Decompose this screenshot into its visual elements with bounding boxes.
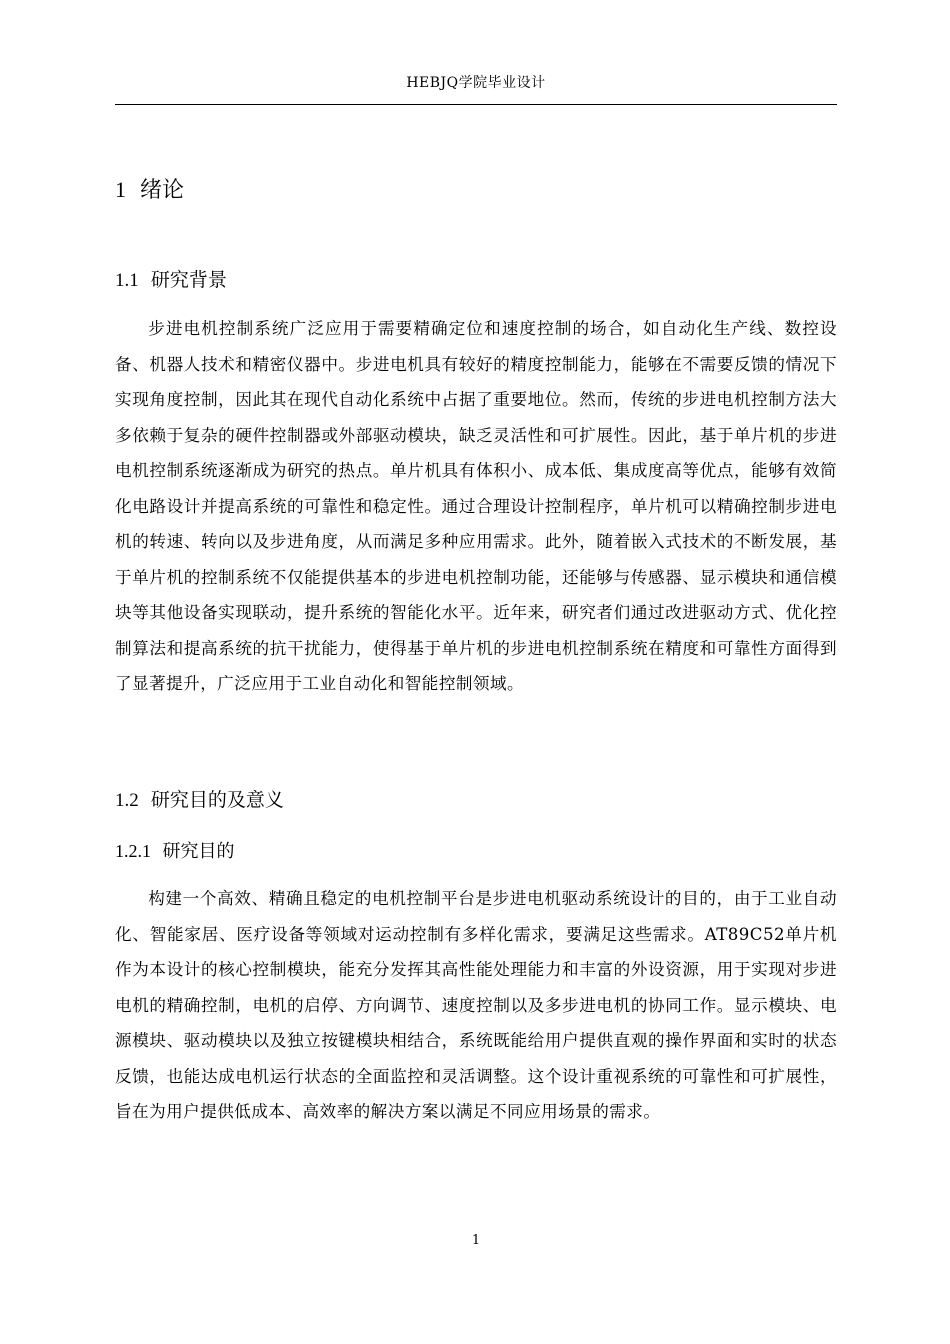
header-title: HEBJQ学院毕业设计 — [406, 75, 546, 91]
chapter-heading — [115, 174, 184, 207]
purpose-paragraph: 构建一个高效、精确且稳定的电机控制平台是步进电机驱动系统设计的目的，由于工业自动化、智能家居、医疗设备等领域对运动控制有多样化需求，要满足这些需求。AT89C52单片机作为本设计的核心控制模块，能充分发挥其高性能处理能力和丰富的外设资源，用于实现对步进电机的精确控制，电机的启停、方向调节、速度控制以及多步进电机的协同工作。显示模块、电源模块、驱动模块以及独立按键模块相结合，系统既能给用户提供直观的操作界面和实时的状态反馈，也能达成电机运行状态的全面监控和灵活调整。这个设计重视系统的可靠性和可扩展性，旨在为用户提供低成本、高效率的解决方案以满足不同应用场景的需求。 — [115, 889, 837, 1121]
section-title: 研究目的及意义 — [150, 789, 284, 811]
chapter-title: 绪论 — [140, 178, 185, 203]
section-heading-1-2 — [115, 785, 284, 816]
page-number: 1 — [471, 1233, 481, 1248]
section-title: 研究背景 — [150, 269, 227, 291]
subsection-heading-1-2-1 — [115, 837, 234, 866]
section-number: 1.2 — [115, 790, 139, 811]
section-heading-1-1 — [115, 265, 227, 296]
header-divider — [115, 104, 837, 105]
section-number: 1.1 — [115, 270, 139, 291]
subsection-number: 1.2.1 — [115, 841, 151, 861]
background-paragraph: 步进电机控制系统广泛应用于需要精确定位和速度控制的场合，如自动化生产线、数控设备、机器人技术和精密仪器中。步进电机具有较好的精度控制能力，能够在不需要反馈的情况下实现角度控制，因此其在现代自动化系统中占据了重要地位。然而，传统的步进电机控制方法大多依赖于复杂的硬件控制器或外部驱动模块，缺乏灵活性和可扩展性。因此，基于单片机的步进电机控制系统逐渐成为研究的热点。单片机具有体积小、成本低、集成度高等优点，能够有效简化电路设计并提高系统的可靠性和稳定性。通过合理设计控制程序，单片机可以精确控制步进电机的转速、转向以及步进角度，从而满足多种应用需求。此外，随着嵌入式技术的不断发展，基于单片机的控制系统不仅能提供基本的步进电机控制功能，还能够与传感器、显示模块和通信模块等其他设备实现联动，提升系统的智能化水平。近年来，研究者们通过改进驱动方式、优化控制算法和提高系统的抗干扰能力，使得基于单片机的步进电机控制系统在精度和可靠性方面得到了显著提升，广泛应用于工业自动化和智能控制领域。 — [115, 319, 837, 693]
subsection-title: 研究目的 — [162, 841, 235, 862]
page-header — [115, 74, 837, 92]
chapter-number: 1 — [115, 177, 126, 202]
